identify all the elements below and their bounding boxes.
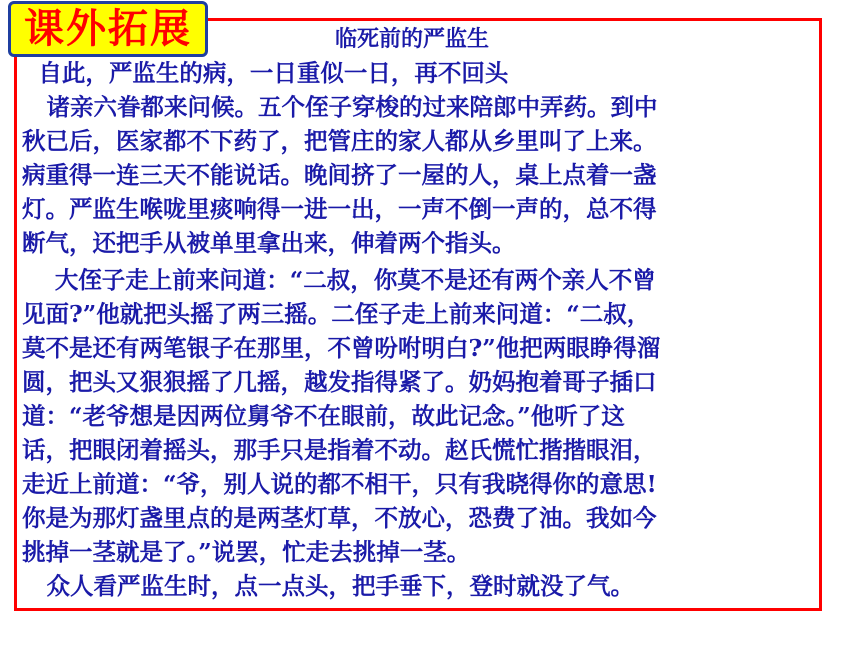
- passage-line: 莫不是还有两笔银子在那里，不曾吩咐明白?”他把两眼睁得溜: [22, 334, 661, 362]
- passage-line: 大侄子走上前来问道：“二叔，你莫不是还有两个亲人不曾: [22, 266, 656, 294]
- passage-line: 众人看严监生时，点一点头，把手垂下，登时就没了气。: [22, 572, 635, 600]
- passage-line: 灯。严监生喉咙里痰响得一进一出，一声不倒一声的，总不得: [22, 195, 657, 223]
- passage-line: 病重得一连三天不能说话。晚间挤了一屋的人，桌上点着一盏: [22, 161, 657, 189]
- passage-line: 道：“老爷想是因两位舅爷不在眼前，故此记念。”他听了这: [22, 402, 625, 430]
- passage-line: 你是为那灯盏里点的是两茎灯草，不放心，恐费了油。我如今: [22, 504, 657, 532]
- passage-line: 话，把眼闭着摇头，那手只是指着不动。赵氏慌忙揩揩眼泪，: [22, 436, 657, 464]
- passage-line: 断气，还把手从被单里拿出来，伸着两个指头。: [22, 229, 516, 257]
- passage-title: 临死前的严监生: [335, 26, 490, 52]
- passage-line: 圆，把头又狠狠摇了几摇，越发指得紧了。奶妈抱着哥子插口: [22, 368, 657, 396]
- passage-line: 自此，严监生的病，一日重似一日，再不回头: [22, 59, 509, 87]
- passage-line: 挑掉一茎就是了。”说罢，忙走去挑掉一茎。: [22, 538, 471, 566]
- section-badge: 课外拓展: [8, 1, 208, 57]
- passage-line: 秋已后，医家都不下药了，把管庄的家人都从乡里叫了上来。: [22, 127, 657, 155]
- passage-line: 走近上前道：“爷，别人说的都不相干，只有我晓得你的意思!: [22, 470, 657, 498]
- passage-line: 见面?”他就把头摇了两三摇。二侄子走上前来问道：“二叔，: [22, 300, 651, 328]
- passage-line: 诸亲六眷都来问候。五个侄子穿梭的过来陪郎中弄药。到中: [22, 93, 658, 121]
